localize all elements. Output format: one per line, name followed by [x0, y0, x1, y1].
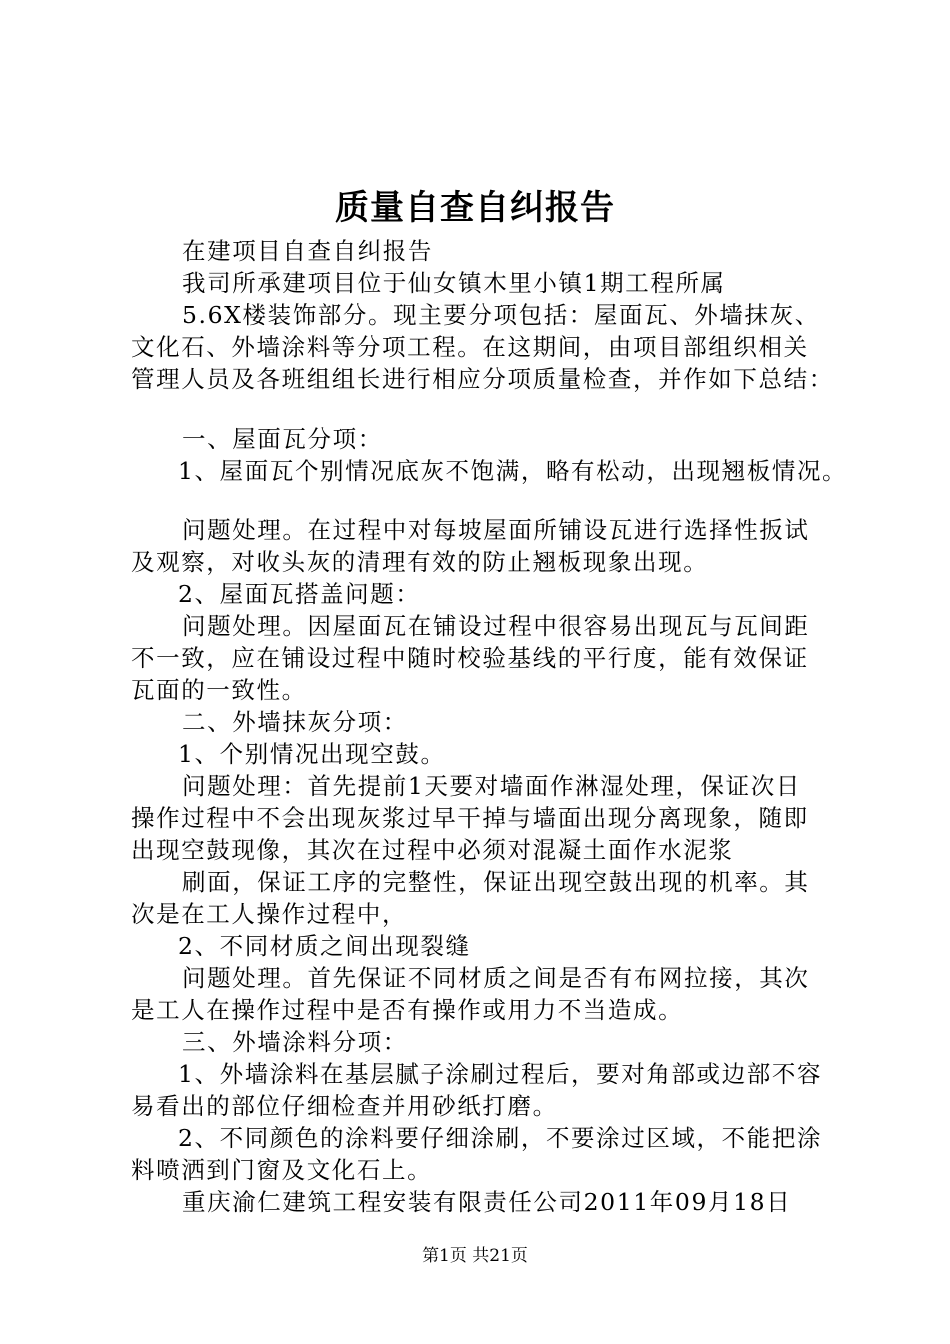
paragraph-line: 我司所承建项目位于仙女镇木里小镇1期工程所属	[182, 269, 726, 297]
paragraph-line: 瓦面的一致性。	[131, 676, 307, 704]
paragraph-line: 不一致，应在铺设过程中随时校验基线的平行度，能有效保证	[131, 644, 809, 672]
paragraph-line: 问题处理：首先提前1天要对墙面作淋湿处理，保证次日	[182, 772, 801, 800]
list-item: 1、个别情况出现空鼓。	[178, 740, 446, 768]
list-item: 2、不同颜色的涂料要仔细涂刷，不要涂过区域，不能把涂	[178, 1124, 823, 1152]
list-item: 1、屋面瓦个别情况底灰不饱满，略有松动，出现翘板情况。	[178, 457, 848, 485]
paragraph-line: 文化石、外墙涂料等分项工程。在这期间，由项目部组织相关	[131, 333, 809, 361]
paragraph-line: 问题处理。首先保证不同材质之间是否有布网拉接，其次	[182, 964, 810, 992]
list-item: 2、不同材质之间出现裂缝	[178, 932, 471, 960]
paragraph-line: 在建项目自查自纠报告	[182, 237, 433, 265]
paragraph-line: 5.6X楼装饰部分。现主要分项包括：屋面瓦、外墙抹灰、	[182, 301, 820, 329]
section-heading-roof-tile: 一、屋面瓦分项：	[182, 425, 383, 453]
section-heading-exterior-paint: 三、外墙涂料分项：	[182, 1028, 408, 1056]
paragraph-line: 问题处理。因屋面瓦在铺设过程中很容易出现瓦与瓦间距	[182, 612, 810, 640]
paragraph-line: 是工人在操作过程中是否有操作或用力不当造成。	[131, 996, 684, 1024]
document-title: 质量自查自纠报告	[335, 188, 615, 228]
paragraph-line: 料喷洒到门窗及文化石上。	[131, 1156, 433, 1184]
list-item: 1、外墙涂料在基层腻子涂刷过程后，要对角部或边部不容	[178, 1060, 823, 1088]
paragraph-line: 问题处理。在过程中对每坡屋面所铺设瓦进行选择性扳试	[182, 516, 810, 544]
paragraph-line: 及观察，对收头灰的清理有效的防止翘板现象出现。	[131, 548, 709, 576]
paragraph-line: 次是在工人操作过程中，	[131, 900, 408, 928]
paragraph-line: 出现空鼓现像，其次在过程中必须对混凝土面作水泥浆	[131, 836, 734, 864]
paragraph-line: 管理人员及各班组组长进行相应分项质量检查，并作如下总结：	[131, 365, 834, 393]
paragraph-line: 操作过程中不会出现灰浆过早干掉与墙面出现分离现象，随即	[131, 804, 809, 832]
list-item: 2、屋面瓦搭盖问题：	[178, 580, 421, 608]
signature-date-line: 重庆渝仁建筑工程安装有限责任公司2011年09月18日	[182, 1188, 792, 1216]
paragraph-line: 刷面，保证工序的完整性，保证出现空鼓出现的机率。其	[182, 868, 810, 896]
page-number: 第1页 共21页	[422, 1246, 528, 1266]
paragraph-line: 易看出的部位仔细检查并用砂纸打磨。	[131, 1092, 558, 1120]
section-heading-exterior-plaster: 二、外墙抹灰分项：	[182, 708, 408, 736]
